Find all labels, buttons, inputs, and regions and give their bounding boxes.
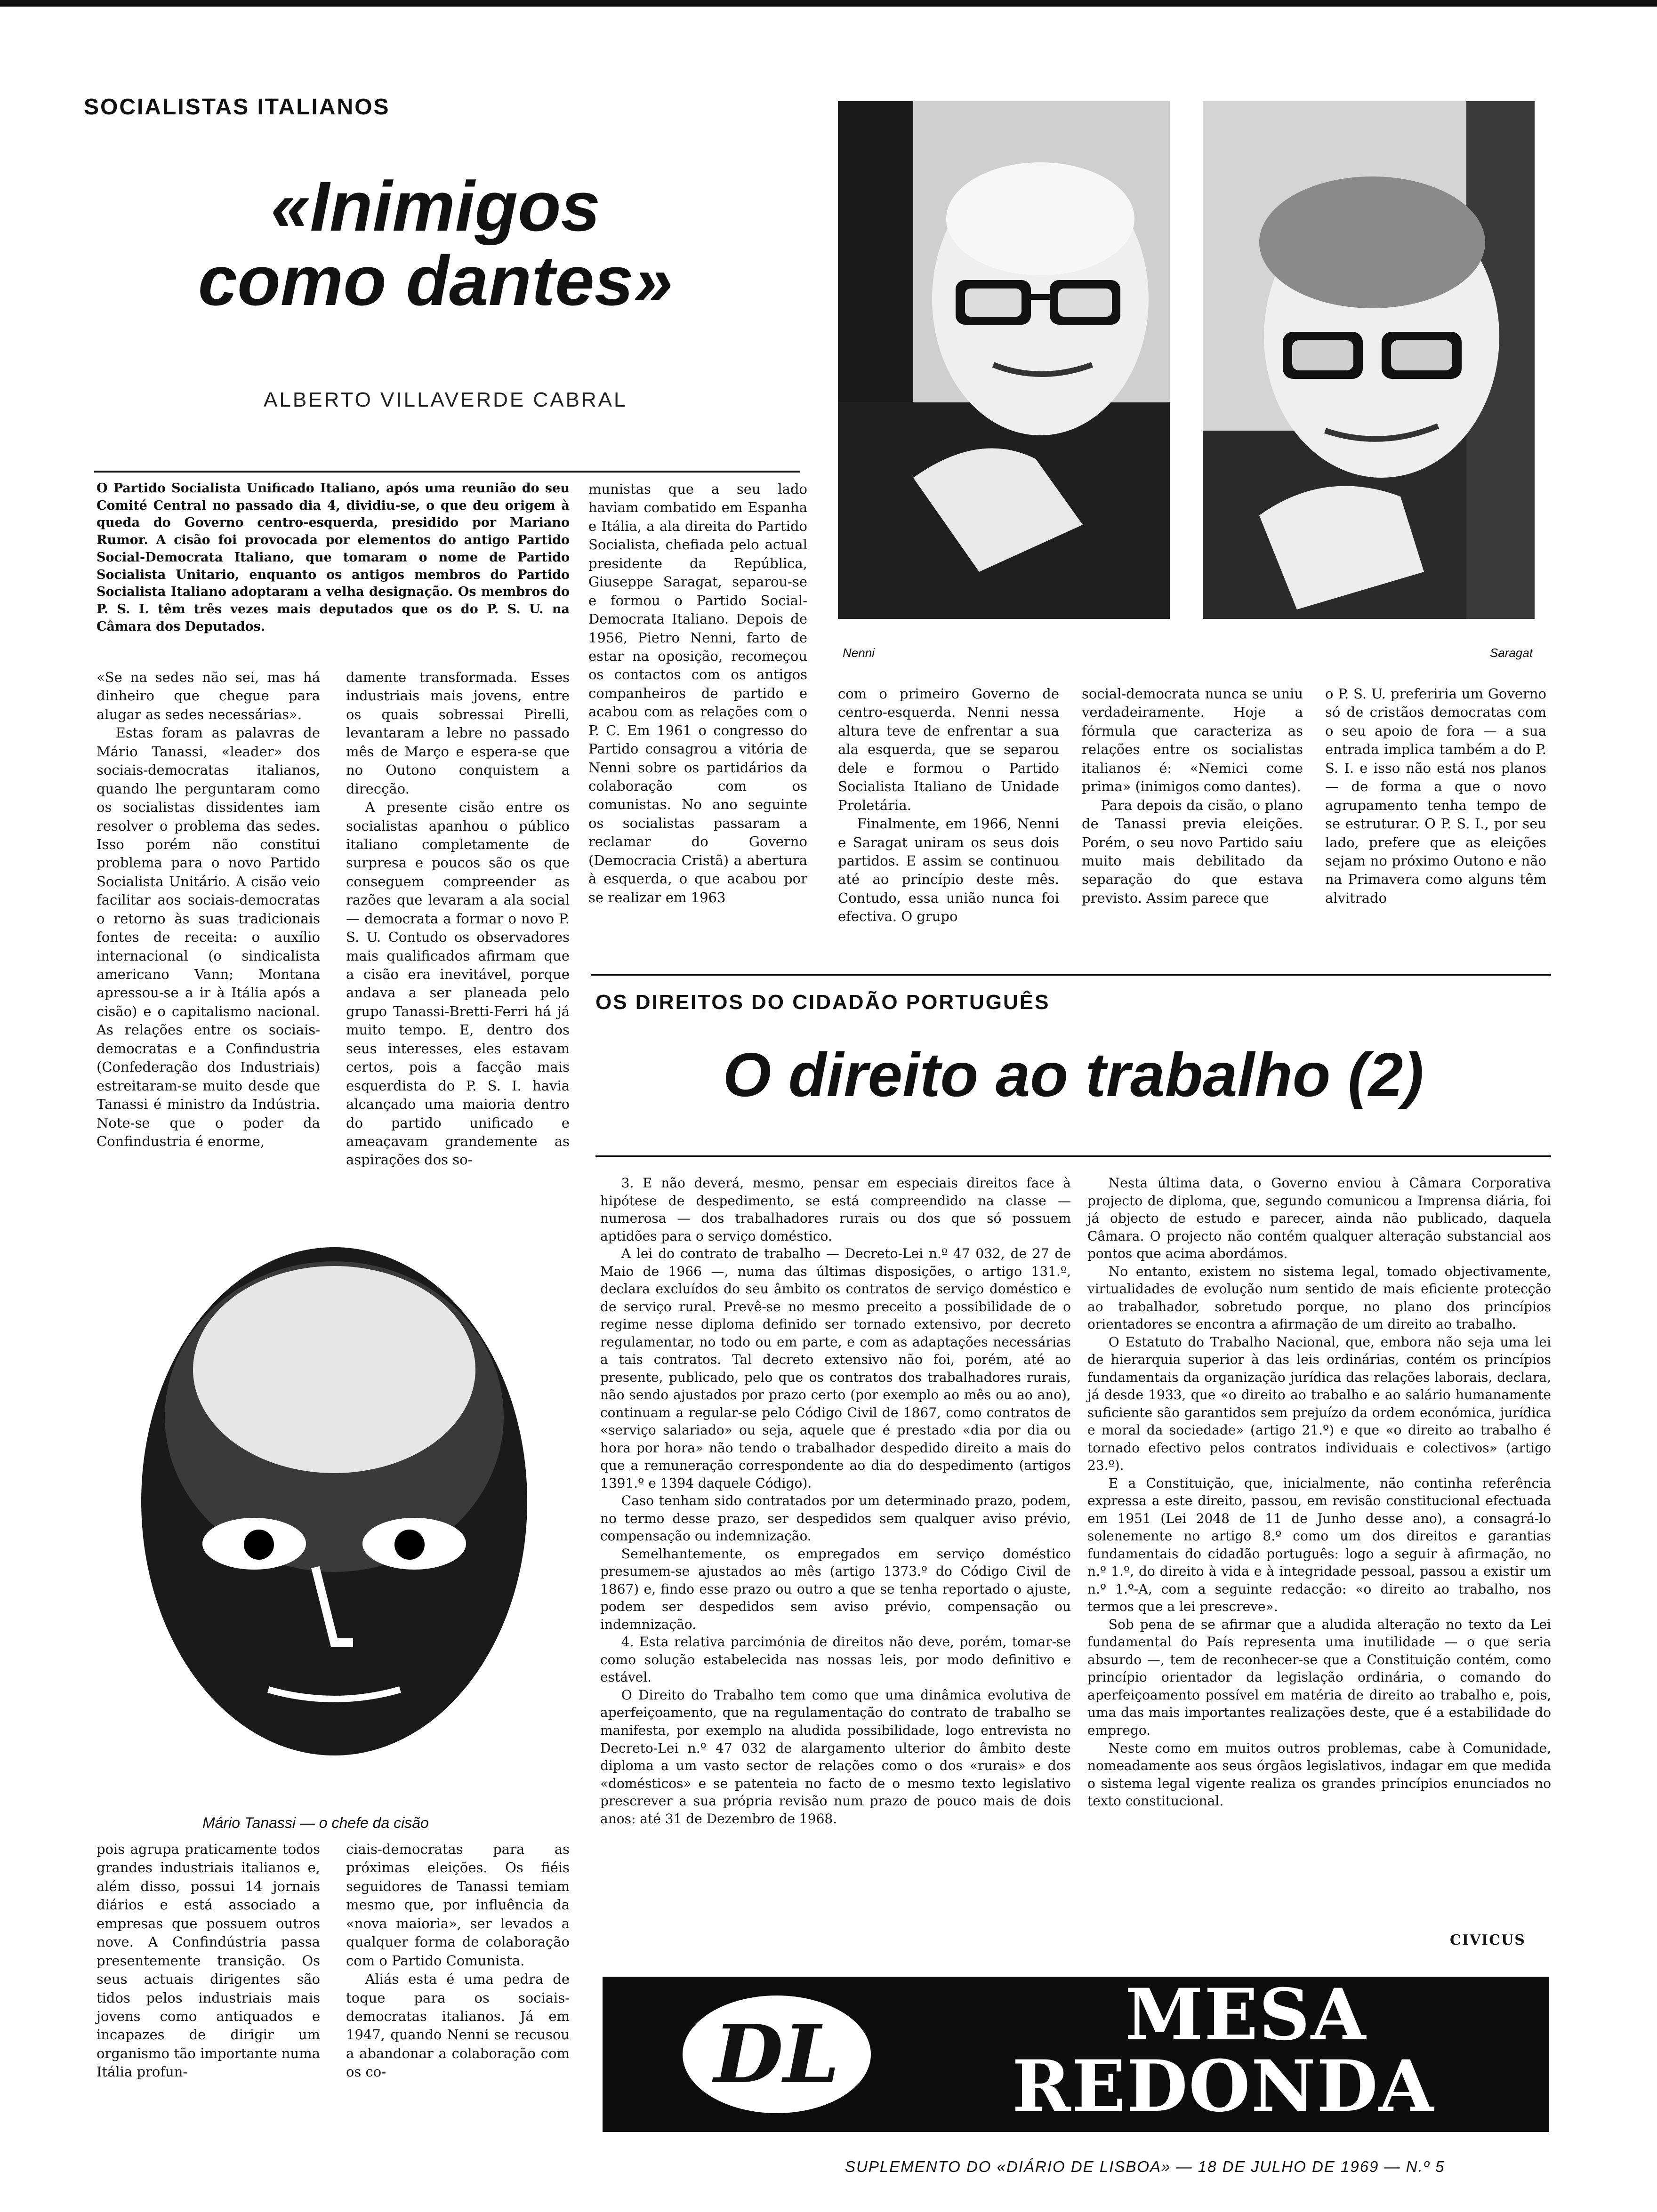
article1-col-bottom-left2 bbox=[346, 1840, 570, 2082]
article2-right-para-5: Sob pena de se afirmar que a aludida alteração no texto da Lei fundamental do País representa uma inutilidade — o que seria absurdo —, tem de reconhecer-se que a Constituição contém, como princípio orientador da legislação ordinária, o comando do aperfeiçoamento possível em matéria de direito ao trabalho e, pois, uma das mais importantes realizações deste, que é a estabilidade do emprego. bbox=[1087, 1616, 1551, 1738]
page-footer: SUPLEMENTO DO «DIÁRIO DE LISBOA» — 18 DE JULHO DE 1969 — N.º 5 bbox=[845, 2158, 1445, 2175]
article1-col5 bbox=[1082, 685, 1303, 907]
col4-year: Finalmente, em 1966, bbox=[857, 816, 1012, 832]
article2-top-rule bbox=[591, 974, 1551, 976]
article1-col4 bbox=[838, 685, 1059, 926]
mesa-title-line2: REDONDA bbox=[1012, 2045, 1435, 2128]
article1-col-bottom-left bbox=[97, 1840, 320, 2082]
headline-line-1: «Inimigos bbox=[270, 167, 601, 246]
caption-nenni: Nenni bbox=[843, 646, 875, 660]
article1-col2 bbox=[346, 668, 570, 1170]
bottom-left2-para-2: Aliás esta é uma pedra de toque para os sociais-democratas italianos. Já em 1947, quando Nenni se recusou a abandonar a colaboração com os co- bbox=[346, 1971, 570, 2080]
article2-left-para-3: Caso tenham sido contratados por um determinado prazo, podem, no termo desse prazo, ser despedidos sem qualquer aviso prévio, compensação ou indemnização. bbox=[600, 1493, 1071, 1544]
top-rule bbox=[0, 0, 1657, 7]
mesa-title-line1: MESA bbox=[1125, 1973, 1367, 2056]
article2-signature: CIVICUS bbox=[1450, 1932, 1526, 1948]
article2-left-para-6: O Direito do Trabalho tem como que uma dinâmica evolutiva de aperfeiçoamento, que na regulamentação do contrato de trabalho se manifesta, por exemplo na aludida possibilidade, logo entrevista no Decreto-Lei n.º 47 032 de alargamento ulterior do âmbito deste diploma a um vasto sector de relações como o dos «rurais» e dos «domésticos» e se patenteia no facto de o mesmo texto legislativo prescrever a sua própria revisão num prazo de pouco mais de dois anos: até 31 de Dezembro de 1968. bbox=[600, 1687, 1071, 1827]
col5-para-2: Para depois da cisão, o plano de Tanassi previa eleições. Porém, o seu novo Partido saiu muito mais debilitado da separação do que estava previsto. Assim parece que bbox=[1082, 797, 1303, 906]
caption-tanassi: Mário Tanassi — o chefe da cisão bbox=[202, 1814, 429, 1831]
article2-left-para-4: Semelhantemente, os empregados em serviço doméstico presumem-se ajustados ao mês (artigo 1373.º do Código Civil de 1867) e, findo esse prazo ou outro a que se tenha reportado o ajuste, podem ser despedidos sem aviso prévio, compensação ou indemnização. bbox=[600, 1546, 1071, 1632]
article2-left-para-1: 3. E não deverá, mesmo, pensar em especiais direitos face à hipótese de despedimento, se está compreendido na classe — numerosa — dos trabalhadores rurais ou dos que só possuem aptidões para o serviço doméstico. bbox=[600, 1175, 1071, 1244]
col3-para-1: munistas que a seu lado haviam combatido em Espanha e Itália, a ala direita do Partido Socialista, chefiada pelo actual presidente da República, Giuseppe Saragat, separou-se e formou o Partido Social-Democrata Italiano. Depois de 1956, Pietro Nenni, farto de estar na oposição, recomeçou os contactos com os antigos companheiros de partido e acabou com as relações com o P. C. Em 1961 o congresso do Partido consagrou a vitória de Nenni sobre os partidários da colaboração com os comunistas. No ano seguinte os socialistas passaram a reclamar do Governo (Democracia Cristã) a abertura à esquerda, o que acabou por se realizar em 1963 bbox=[588, 481, 807, 906]
article1-col3 bbox=[588, 480, 807, 907]
col4-para-2-text: Nenni e Saragat uniram os seus dois partidos. E assim se continuou até ao princípio deste mês. Contudo, essa união nunca foi efectiva. O grupo bbox=[838, 816, 1059, 925]
article1-kicker: SOCIALISTAS ITALIANOS bbox=[84, 95, 390, 120]
col2-para-1: damente transformada. Esses industriais mais jovens, entre os quais sobressai Pirelli, levantaram a lebre no passado mês de Março e espera-se que no Outono conquistem a direcção. bbox=[346, 669, 570, 797]
nenni-portrait bbox=[838, 101, 1170, 619]
caption-saragat: Saragat bbox=[1490, 646, 1533, 660]
bottom-left2-para-1: ciais-democratas para as próximas eleições. Os fiéis seguidores de Tanassi temiam mesmo que, por influência da «nova maioria», ser levados a qualquer forma de colaboração com o Partido Comunista. bbox=[346, 1841, 570, 1969]
byline: ALBERTO VILLAVERDE CABRAL bbox=[264, 388, 627, 411]
col4-para-1: com o primeiro Governo de centro-esquerda. Nenni nessa altura teve de enfrentar a sua ala esquerda, que se separou dele e formou o Partido Socialista Italiano de Unidade Proletária. bbox=[838, 686, 1059, 813]
col5-para-1: social-democrata nunca se uniu verdadeiramente. Hoje a fórmula que caracteriza as relações entre os socialistas italianos é: «Nemici come prima» (inimigos como dantes). bbox=[1082, 686, 1303, 795]
article2-right-column bbox=[1087, 1174, 1551, 1810]
article2-headline: O direito ao trabalho (2) bbox=[723, 1040, 1424, 1109]
article1-col1 bbox=[97, 668, 320, 1151]
col1-para-2: Estas foram as palavras de Mário Tanassi, «leader» dos sociais-democratas italianos, quando lhe perguntaram como os socialistas dissidentes iam resolver o problema das sedes. Isso porém não constitui problema para o novo Partido Socialista Unitário. A cisão veio facilitar aos sociais-democratas o retorno às suas tradicionais fontes de receita: o auxílio internacional (o sindicalista americano Vann; Montana apressou-se a ir à Itália após a cisão) e o capitalismo nacional. As relações entre os sociais-democratas e a Confindustria (Confederação dos Industriais) estreitaram-se muito desde que Tanassi é ministro da Indústria. Note-se que o poder da Confindustria é enorme, bbox=[97, 725, 320, 1149]
article2-right-para-1: Nesta última data, o Governo enviou à Câmara Corporativa projecto de diploma, que, segundo comunicou a Imprensa diária, foi já objecto de estudo e parecer, ainda não publicado, daquela Câmara. O projecto não contém qualquer alteração substancial aos pontos que acima abordámos. bbox=[1087, 1175, 1551, 1262]
article2-headline-rule bbox=[595, 1155, 1551, 1157]
article2-right-para-3: O Estatuto do Trabalho Nacional, que, embora não seja uma lei de hierarquia superior à das leis ordinárias, contém os princípios fundamentais da organização jurídica das relações laborais, declara, já desde 1933, que «o direito ao trabalho e ao salário humanamente suficiente são garantidos sem prejuízo da ordem económica, jurídica e moral da sociedade» (artigo 21.º) e que «o direito ao trabalho é tornado efectivo pelos contratos individuais e colectivos» (artigo 23.º). bbox=[1087, 1334, 1551, 1474]
mesa-redonda-banner bbox=[603, 1973, 1549, 2132]
article2-right-para-4: E a Constituição, que, inicialmente, não continha referência expressa a este direito, passou, em revisão constitucional efectuada em 1951 (Lei 2048 de 11 de Junho desse ano), a consagrá-lo solenemente no artigo 8.º como um dos direitos e garantias fundamentais do cidadão português: logo a seguir à afirmação, no n.º 1.º, do direito à vida e à integridade pessoal, passou a existir um n.º 1.º-A, com a seguinte redacção: «o direito ao trabalho, nos termos que a lei prescreve». bbox=[1087, 1475, 1551, 1615]
article1-col6 bbox=[1325, 685, 1546, 907]
col6-para-1: o P. S. U. preferiria um Governo só de cristãos democratas com o seu apoio de fora — a sua entrada implica também a do P. S. I. e isso não está nos planos — de forma a que o novo agrupamento tenha tempo de se estruturar. O P. S. I., por seu lado, prefere que as eleições sejam no próximo Outono e não na Primavera como alguns têm alvitrado bbox=[1325, 686, 1546, 906]
saragat-portrait bbox=[1203, 101, 1535, 619]
bottom-left-para: pois agrupa praticamente todos grandes industriais italianos e, além disso, possui 14 jornais diários e está associado a empresas que possuem outros nove. A Confindústria passa presentemente transição. Os seus actuais dirigentes são tidos pelos industriais mais jovens como antiquados e incapazes de dirigir um organismo tão importante numa Itália profun- bbox=[97, 1841, 320, 2080]
article2-left-para-5: 4. Esta relativa parcimónia de direitos não deve, porém, tomar-se como solução estabelecida nas nossas leis, por modo definitivo e estável. bbox=[600, 1634, 1071, 1685]
article2-right-para-6: Neste como em muitos outros problemas, cabe à Comunidade, nomeadamente aos seus órgãos legislativos, indagar em que medida o sistema legal vigente realiza os grandes princípios enunciados no texto constitucional. bbox=[1087, 1740, 1551, 1809]
headline-line-2: como dantes» bbox=[198, 240, 673, 320]
article2-left-para-2: A lei do contrato de trabalho — Decreto-Lei n.º 47 032, de 27 de Maio de 1966 —, numa das últimas disposições, o artigo 131.º, declara excluídos do seu âmbito os contratos de serviço doméstico e de serviço rural. Prevê-se no mesmo preceito a possibilidade de o regime nesse diploma definido ser tornado extensivo, por decreto regulamentar, no todo ou em parte, e com as adaptações necessárias a tais contratos. Tal decreto extensivo não foi, porém, até ao presente, publicado, pelo que os contratos dos trabalhadores rurais, não sendo ajustados por prazo certo (por exemplo ao mês ou ao ano), continuam a regular-se pelo Código Civil de 1867, como contratos de «serviço salariado» ou seja, aquele que é prestado «dia por dia ou hora por hora» não tendo o trabalhador despedido direito a mais do que a remuneração correspondente ao dia do despedimento (artigos 1391.º e 1394 daquele Código). bbox=[600, 1246, 1071, 1491]
col1-para-1: «Se na sedes não sei, mas há dinheiro que chegue para alugar as sedes necessárias». bbox=[97, 669, 320, 722]
col4-para-2 bbox=[838, 815, 1059, 926]
dl-logo: DL bbox=[714, 2007, 840, 2101]
col2-para-2: A presente cisão entre os socialistas apanhou o público italiano completamente de surpresa e poucos são os que conseguem compreender as razões que levaram a ala social — democrata a formar o novo P. S. U. Contudo os observadores mais qualificados afirmam que a cisão era inevitável, porque andava a ser planeada pelo grupo Tanassi-Bretti-Ferri há já muito tempo. E, dentro dos seus interesses, eles estavam certos, pois a facção mais esquerdista do P. S. I. havia alcançado uma maioria dentro do partido unificado e ameaçavam grandemente as aspirações dos so- bbox=[346, 799, 570, 1168]
photo-nenni bbox=[838, 101, 1170, 619]
article2-left-column bbox=[600, 1174, 1071, 1827]
tanassi-portrait bbox=[113, 1238, 551, 1784]
article1-headline bbox=[141, 169, 730, 318]
photo-tanassi bbox=[113, 1238, 551, 1784]
lead-paragraph: O Partido Socialista Unificado Italiano, após uma reunião do seu Comité Central no passado dia 4, dividiu-se, o que deu origem à queda do Governo centro-esquerda, presidido por Mariano Rumor. A cisão foi provocada por elementos do antigo Partido Social-Democrata Italiano, que tomaram o nome de Partido Socialista Unitario, enquanto os antigos membros do Partido Socialista Italiano adoptaram a velha designação. Os membros do P. S. I. têm três vezes mais deputados que os do P. S. U. na Câmara dos Deputados. bbox=[97, 481, 570, 634]
article2-right-para-2: No entanto, existem no sistema legal, tomado objectivamente, virtualidades de evolução num sentido de mais eficiente protecção ao trabalhador, sobretudo porque, no plano dos princípios orientadores se encontra a afirmação de um direito ao trabalho. bbox=[1087, 1263, 1551, 1332]
lead-rule bbox=[94, 471, 800, 473]
article2-kicker: OS DIREITOS DO CIDADÃO PORTUGUÊS bbox=[595, 991, 1050, 1014]
photo-saragat bbox=[1203, 101, 1535, 619]
